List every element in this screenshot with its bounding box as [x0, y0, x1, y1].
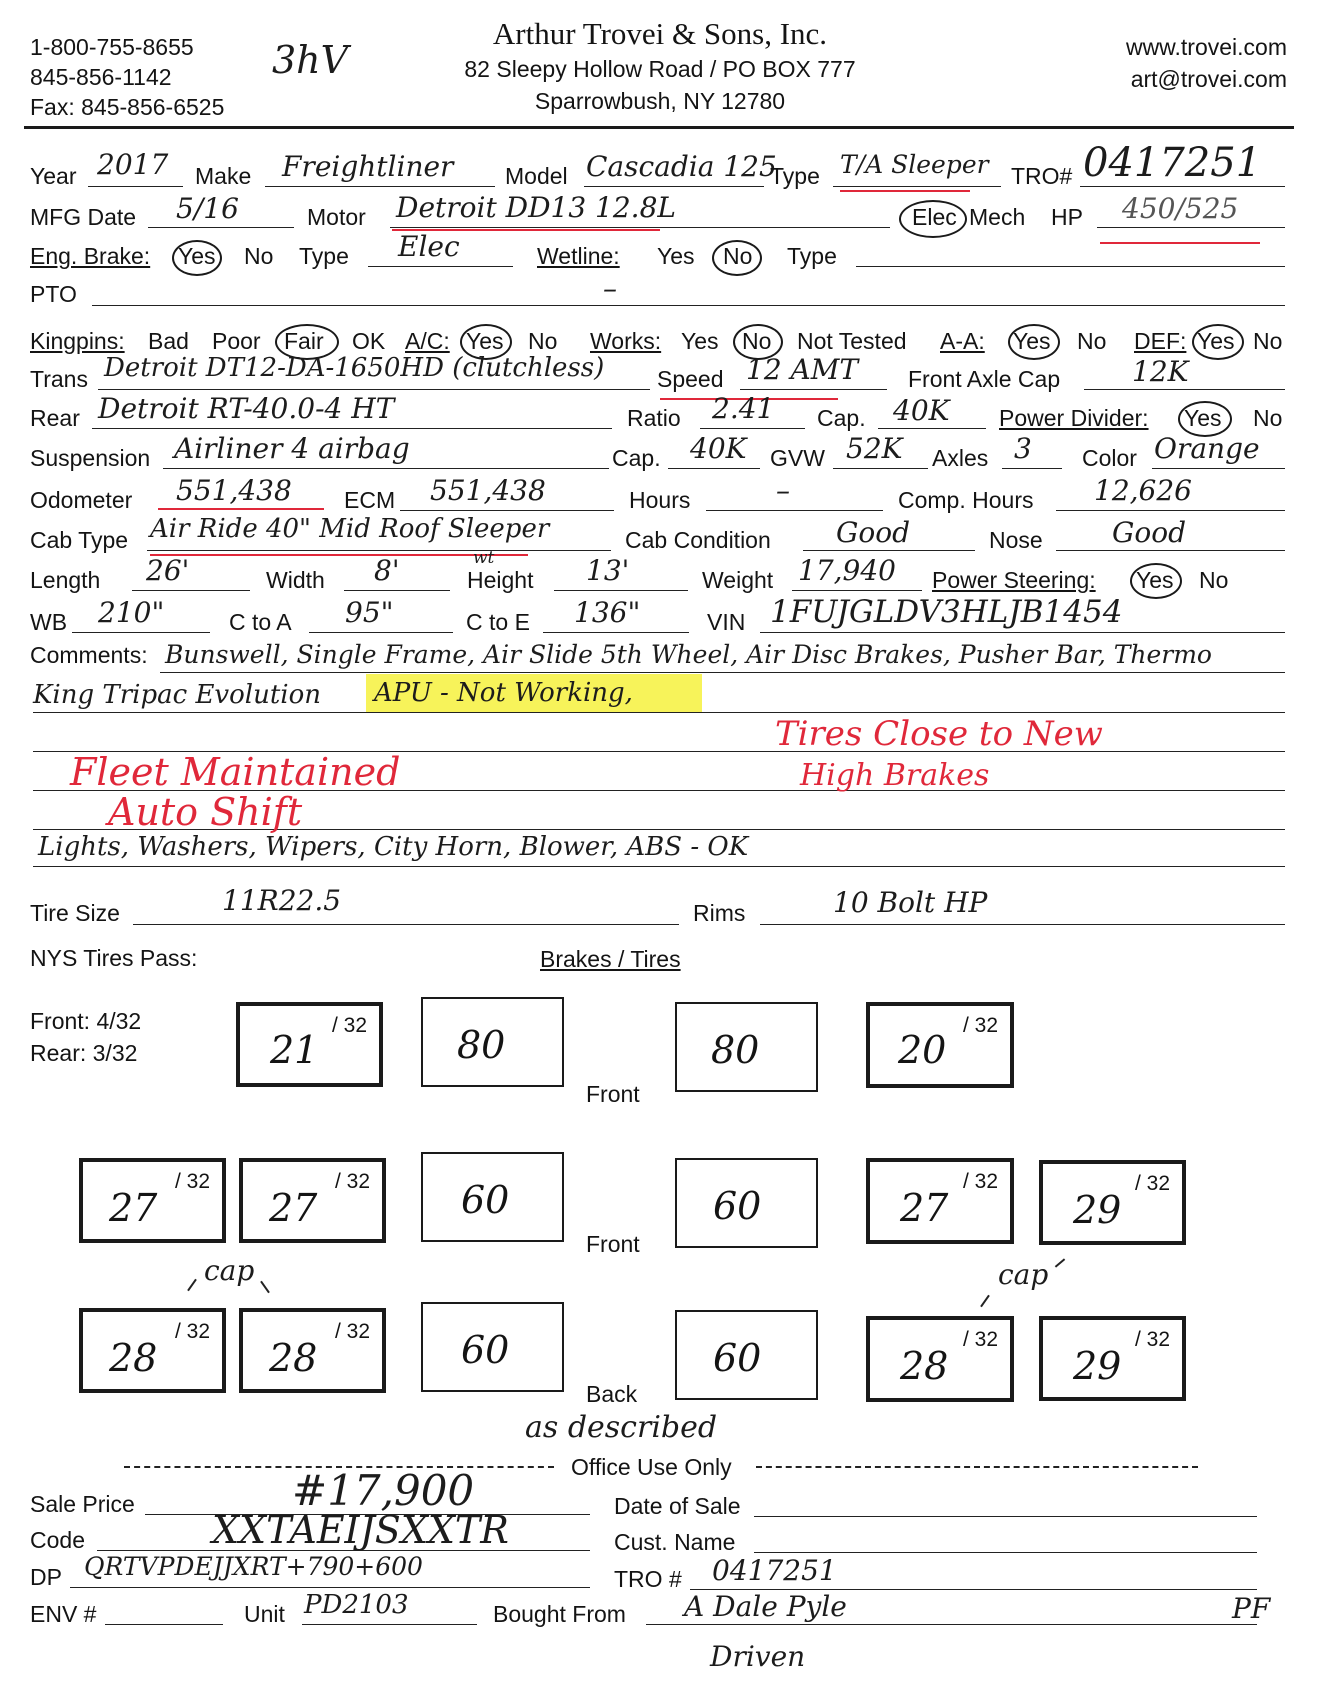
susp-cap-value: 40K: [690, 432, 747, 465]
front-axle-cap-value: 12K: [1132, 355, 1189, 388]
fleet-maintained: Fleet Maintained: [70, 750, 401, 794]
tread-fraction: / 32: [962, 1328, 998, 1351]
tire-box-r3-4: [1039, 1316, 1186, 1401]
code-label: Code: [30, 1527, 85, 1553]
comp-hours-label: Comp. Hours: [898, 487, 1034, 513]
tro-label: TRO#: [1011, 163, 1073, 189]
motor-value: Detroit DD13 12.8L: [396, 191, 676, 224]
type-red-underline: [840, 190, 970, 192]
tire-box-r2-2: [239, 1158, 386, 1243]
brake-box-r2-left: [421, 1152, 564, 1242]
wb-label: WB: [30, 609, 68, 635]
tread-fraction: / 32: [1134, 1172, 1170, 1195]
company-address-2: Sparrowbush, NY 12780: [534, 88, 786, 114]
wetline-label: Wetline:: [537, 243, 620, 269]
tire-size-value: 11R22.5: [222, 884, 342, 917]
tire-box-r3-1: [79, 1308, 226, 1393]
wetline-type-line: [856, 266, 1285, 267]
kingpins-fair: Fair: [284, 328, 324, 354]
cap-tick-left-a: [187, 1279, 197, 1292]
front-label-1: Front: [586, 1081, 640, 1107]
fax-number: Fax: 845-856-6525: [30, 94, 225, 120]
tread-value: 28: [900, 1344, 949, 1388]
tire-box-r3-3: [866, 1316, 1014, 1402]
length-line: [132, 590, 250, 591]
type-value: T/A Sleeper: [840, 150, 989, 179]
dp-line: [70, 1587, 590, 1588]
eng-brake-yes: Yes: [178, 243, 216, 269]
tread-fraction: / 32: [334, 1170, 370, 1193]
brakes-note: High Brakes: [800, 758, 990, 793]
tires-note: Tires Close to New: [775, 714, 1103, 754]
tread-value: 20: [898, 1028, 947, 1072]
kingpins-poor: Poor: [212, 328, 261, 354]
nose-label: Nose: [989, 527, 1043, 553]
brake-box-r3-right: [675, 1310, 818, 1400]
rear-cap-label: Cap.: [817, 405, 866, 431]
tire-box-front-right: [866, 1002, 1014, 1088]
hp-red-underline: [1100, 242, 1260, 244]
axles-value: 3: [1014, 432, 1032, 465]
rims-label: Rims: [693, 900, 746, 926]
kingpins-label: Kingpins:: [30, 328, 125, 354]
rear-value: Detroit RT-40.0-4 HT: [98, 392, 395, 425]
cab-condition-label: Cab Condition: [625, 527, 771, 553]
tire-box-front-left: [236, 1002, 383, 1087]
power-steering-no: No: [1199, 567, 1229, 593]
comment-line-2: [33, 712, 1285, 713]
make-label: Make: [195, 163, 252, 189]
brake-box-front-right: [675, 1002, 818, 1092]
tread-value: 28: [109, 1336, 158, 1380]
pto-dash: –: [603, 272, 617, 305]
c-to-a-value: 95": [345, 596, 394, 629]
aa-label: A-A:: [940, 328, 985, 354]
cab-type-value: Air Ride 40" Mid Roof Sleeper: [150, 514, 550, 544]
color-label: Color: [1082, 445, 1137, 471]
ratio-label: Ratio: [627, 405, 681, 431]
brake-value: 60: [713, 1336, 762, 1380]
nose-line: [1056, 550, 1285, 551]
sale-price-label: Sale Price: [30, 1491, 135, 1517]
brake-value: 60: [461, 1328, 510, 1372]
cap-note-left: cap: [204, 1254, 255, 1287]
def-label: DEF:: [1134, 328, 1187, 354]
width-value: 8': [374, 554, 400, 587]
office-use-label: Office Use Only: [571, 1454, 732, 1480]
office-divider-right: [756, 1466, 1198, 1468]
lights-note: Lights, Washers, Wipers, City Horn, Blower, ABS - OK: [38, 832, 749, 862]
tire-size-label: Tire Size: [30, 900, 120, 926]
unit-label: Unit: [244, 1601, 285, 1627]
year-value: 2017: [97, 148, 169, 181]
susp-cap-line: [668, 468, 760, 469]
mfg-date-value: 5/16: [176, 192, 239, 225]
tread-value: 29: [1073, 1188, 1122, 1232]
power-steering-label: Power Steering:: [932, 567, 1096, 593]
def-no: No: [1253, 328, 1283, 354]
suspension-value: Airliner 4 airbag: [174, 432, 410, 465]
weight-label: Weight: [702, 567, 774, 593]
c-to-e-value: 136": [574, 596, 641, 629]
odometer-red-underline: [158, 508, 324, 510]
front-axle-cap-line: [1084, 389, 1285, 390]
works-label: Works:: [590, 328, 662, 354]
date-of-sale-line: [754, 1516, 1257, 1517]
tire-box-r2-4: [1039, 1160, 1186, 1245]
cap-tick-left-b: [260, 1281, 270, 1294]
ecm-value: 551,438: [430, 474, 546, 507]
ac-no: No: [528, 328, 558, 354]
works-not-tested: Not Tested: [797, 328, 907, 354]
date-of-sale-label: Date of Sale: [614, 1493, 741, 1519]
c-to-e-label: C to E: [466, 609, 530, 635]
cust-name-line: [754, 1552, 1257, 1553]
mfg-date-line: [148, 227, 294, 228]
auto-shift: Auto Shift: [108, 790, 303, 834]
cab-type-red-underline: [150, 554, 528, 556]
make-line: [265, 186, 495, 187]
length-label: Length: [30, 567, 101, 593]
c-to-a-label: C to A: [229, 609, 292, 635]
color-value: Orange: [1154, 432, 1260, 465]
trans-label: Trans: [30, 366, 88, 392]
tread-value: 27: [269, 1186, 318, 1230]
comp-hours-value: 12,626: [1094, 474, 1192, 507]
rims-line: [760, 924, 1285, 925]
cab-condition-line: [803, 550, 975, 551]
mech-label: Mech: [969, 204, 1026, 230]
hp-line: [1097, 227, 1285, 228]
vin-value: 1FUJGLDV3HLJB1454: [770, 594, 1123, 630]
ecm-label: ECM: [344, 487, 396, 513]
as-described-note: as described: [525, 1410, 718, 1445]
width-line: [344, 590, 450, 591]
tire-box-r2-1: [79, 1158, 226, 1243]
color-line: [1152, 468, 1285, 469]
driven-note: Driven: [710, 1640, 806, 1673]
handwritten-mark: 3hV: [272, 38, 349, 82]
c-to-a-line: [309, 632, 453, 633]
brake-value: 80: [711, 1028, 760, 1072]
cab-type-label: Cab Type: [30, 527, 129, 553]
nose-value: Good: [1112, 516, 1187, 549]
phone-1: 1-800-755-8655: [30, 34, 194, 60]
trans-value: Detroit DT12-DA-1650HD (clutchless): [104, 353, 605, 383]
power-divider-label: Power Divider:: [999, 405, 1149, 431]
weight-line: [792, 590, 922, 591]
model-value: Cascadia 125: [586, 150, 777, 183]
model-line: [584, 186, 764, 187]
model-label: Model: [505, 163, 568, 189]
aa-no: No: [1077, 328, 1107, 354]
bought-from-label: Bought From: [493, 1601, 626, 1627]
hours-line: [706, 510, 883, 511]
brake-box-r2-right: [675, 1158, 818, 1248]
brake-box-r3-left: [421, 1302, 564, 1392]
rear-label: Rear: [30, 405, 80, 431]
tread-fraction: / 32: [962, 1170, 998, 1193]
back-label: Back: [586, 1381, 638, 1407]
eng-brake-no: No: [244, 243, 274, 269]
unit-value: PD2103: [304, 1590, 409, 1620]
bought-from-value: A Dale Pyle: [684, 1590, 847, 1623]
tread-value: 27: [109, 1186, 158, 1230]
speed-line: [740, 389, 887, 390]
eng-brake-type-value: Elec: [398, 230, 460, 263]
unit-line: [302, 1624, 477, 1625]
eng-brake-type-label: Type: [299, 243, 349, 269]
brakes-tires-heading: Brakes / Tires: [540, 946, 681, 972]
tread-fraction: / 32: [1134, 1328, 1170, 1351]
gvw-label: GVW: [770, 445, 825, 471]
cab-type-line: [147, 550, 611, 551]
cust-name-label: Cust. Name: [614, 1529, 736, 1555]
length-value: 26': [146, 554, 190, 587]
year-label: Year: [30, 163, 77, 189]
axles-label: Axles: [932, 445, 989, 471]
tro2-value: 0417251: [712, 1554, 837, 1587]
company-address-1: 82 Sleepy Hollow Road / PO BOX 777: [464, 56, 856, 82]
odometer-value: 551,438: [176, 474, 292, 507]
tire-size-line: [133, 924, 679, 925]
tread-fraction: / 32: [174, 1320, 210, 1343]
bought-from-line: [646, 1624, 1257, 1625]
type-line: [833, 186, 1001, 187]
sale-price-value: #17,900: [292, 1466, 475, 1515]
brake-value: 60: [461, 1178, 510, 1222]
tread-fraction: / 32: [334, 1320, 370, 1343]
hours-value: –: [776, 474, 790, 507]
rear-cap-line: [878, 428, 986, 429]
tread-value: 29: [1073, 1344, 1122, 1388]
wetline-no: No: [723, 243, 753, 269]
wb-line: [72, 632, 210, 633]
comp-hours-line: [1056, 510, 1285, 511]
comment-1: Bunswell, Single Frame, Air Slide 5th Wheel, Air Disc Brakes, Pusher Bar, Thermo: [165, 640, 1212, 669]
ratio-value: 2.41: [712, 392, 775, 425]
brake-value: 80: [457, 1023, 506, 1067]
width-label: Width: [266, 567, 325, 593]
ecm-line: [400, 510, 614, 511]
tread-fraction: / 32: [962, 1014, 998, 1037]
elec-label: Elec: [912, 204, 957, 230]
tread-value: 27: [900, 1186, 949, 1230]
mfg-date-label: MFG Date: [30, 204, 137, 230]
rear-cap-value: 40K: [893, 394, 950, 427]
power-divider-no: No: [1253, 405, 1283, 431]
suspension-line: [163, 468, 609, 469]
type-label: Type: [770, 163, 820, 189]
odometer-label: Odometer: [30, 487, 133, 513]
power-steering-yes: Yes: [1136, 567, 1174, 593]
vin-label: VIN: [707, 609, 746, 635]
height-value: 13': [586, 554, 630, 587]
ac-label: A/C:: [405, 328, 450, 354]
cap-note-right: cap: [998, 1258, 1049, 1291]
ac-yes: Yes: [466, 328, 504, 354]
tread-value: 28: [269, 1336, 318, 1380]
c-to-e-line: [543, 632, 689, 633]
def-yes: Yes: [1197, 328, 1235, 354]
hours-label: Hours: [629, 487, 691, 513]
aa-yes: Yes: [1013, 328, 1051, 354]
wetline-type-label: Type: [787, 243, 837, 269]
tire-box-r3-2: [239, 1308, 386, 1393]
suspension-label: Suspension: [30, 445, 151, 471]
motor-line: [390, 227, 890, 228]
brake-box-front-left: [421, 997, 564, 1087]
brake-value: 60: [713, 1184, 762, 1228]
wb-value: 210": [98, 596, 165, 629]
height-note: wt: [473, 548, 495, 568]
pto-label: PTO: [30, 281, 77, 307]
weight-value: 17,940: [798, 554, 896, 587]
tire-box-r2-3: [866, 1158, 1014, 1244]
vin-line: [760, 632, 1285, 633]
rear-tread-spec: Rear: 3/32: [30, 1040, 138, 1066]
front-axle-cap-label: Front Axle Cap: [908, 366, 1061, 392]
comment-line-1: [160, 672, 1285, 673]
rims-value: 10 Bolt HP: [833, 886, 988, 919]
env-line: [105, 1624, 223, 1625]
wetline-yes: Yes: [657, 243, 695, 269]
ratio-line: [700, 428, 805, 429]
height-line: [554, 590, 688, 591]
eng-brake-type-line: [368, 266, 513, 267]
tro-value: 0417251: [1083, 140, 1262, 186]
eng-brake-label: Eng. Brake:: [30, 243, 151, 269]
tread-fraction: / 32: [174, 1170, 210, 1193]
comments-label: Comments:: [30, 642, 148, 668]
front-label-2: Front: [586, 1231, 640, 1257]
env-label: ENV #: [30, 1601, 97, 1627]
comment-line-6: [33, 866, 1285, 867]
initials: PF: [1232, 1592, 1271, 1625]
speed-value: 12 AMT: [746, 353, 859, 386]
motor-label: Motor: [307, 204, 366, 230]
pto-line: [92, 305, 1285, 306]
gvw-value: 52K: [846, 432, 903, 465]
nys-tires-label: NYS Tires Pass:: [30, 945, 198, 971]
website: www.trovei.com: [1125, 34, 1287, 60]
power-divider-yes: Yes: [1184, 405, 1222, 431]
comment-2a: King Tripac Evolution: [33, 680, 321, 710]
axles-line: [1002, 468, 1062, 469]
cap-tick-right-b: [1055, 1258, 1065, 1267]
speed-label: Speed: [657, 366, 724, 392]
height-label: Height: [467, 567, 534, 593]
cap-tick-right-a: [980, 1295, 990, 1308]
code-value: XXTAEIJSXXTR: [212, 1508, 509, 1552]
dp-value: QRTVPDEJJXRT+790+600: [84, 1552, 423, 1581]
dp-label: DP: [30, 1564, 62, 1590]
tread-fraction: / 32: [331, 1014, 367, 1037]
susp-cap-label: Cap.: [612, 445, 661, 471]
works-yes: Yes: [681, 328, 719, 354]
front-tread-spec: Front: 4/32: [30, 1008, 142, 1034]
works-no: No: [742, 328, 772, 354]
company-name: Arthur Trovei & Sons, Inc.: [492, 16, 828, 51]
trans-line: [98, 389, 650, 390]
cab-condition-value: Good: [836, 516, 911, 549]
kingpins-ok: OK: [352, 328, 386, 354]
email: art@trovei.com: [1130, 66, 1287, 92]
hp-label: HP: [1051, 204, 1083, 230]
hp-value: 450/525: [1122, 192, 1239, 225]
tro-line: [1080, 186, 1285, 187]
comment-2b: APU - Not Working,: [374, 678, 633, 708]
gvw-line: [833, 468, 928, 469]
tread-value: 21: [270, 1028, 319, 1072]
tro2-label: TRO #: [614, 1566, 682, 1592]
kingpins-bad: Bad: [148, 328, 189, 354]
rear-line: [92, 428, 612, 429]
make-value: Freightliner: [282, 150, 454, 183]
year-line: [88, 186, 183, 187]
phone-2: 845-856-1142: [30, 64, 172, 90]
header-divider: [24, 126, 1294, 129]
